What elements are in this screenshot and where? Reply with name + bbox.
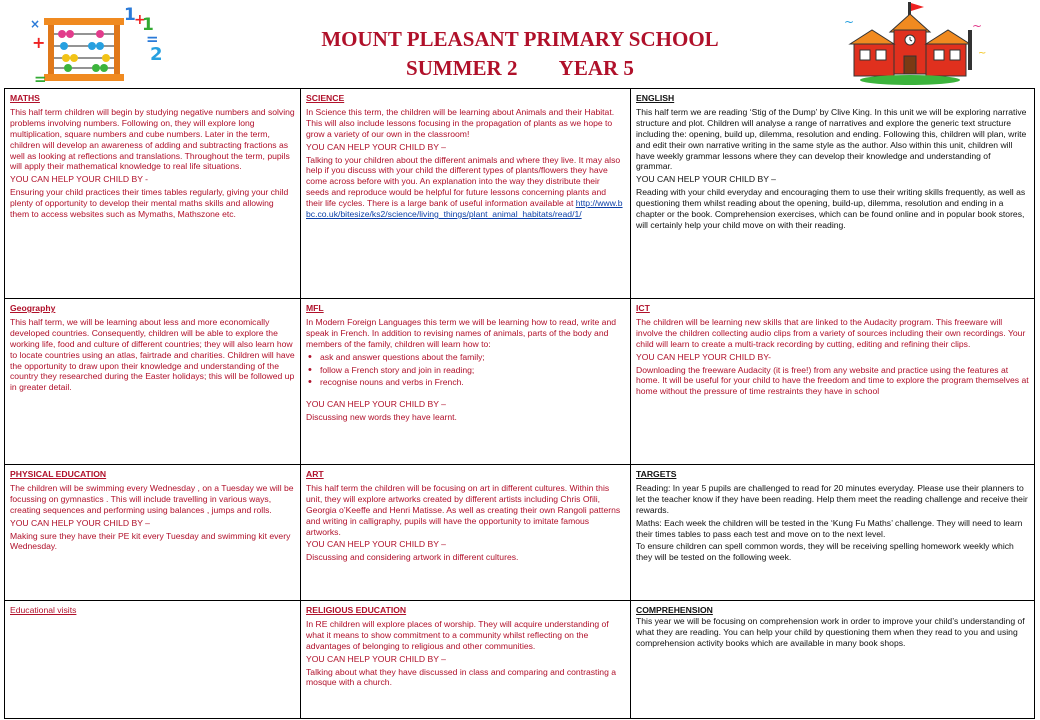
svg-text:~: ~ <box>972 19 983 33</box>
re-help-text: Talking about what they have discussed in class and comparing and contrasting a mosque with a church. <box>306 666 617 688</box>
comprehension-description: This year we will be focusing on comprehension work in order to improve your child’s understanding of what they are reading. You can help your child by questioning them when they read to you and using comprehension activity books which are available in many book shops. <box>636 615 1025 648</box>
geography-heading: Geography <box>10 303 56 313</box>
english-help-label: YOU CAN HELP YOUR CHILD BY – <box>636 174 776 185</box>
science-help-body: Talking to your children about the different animals and where they live. It may also help if you discuss with your child the different types of plants/flowers they have come across before with you. An explanation into the way they distribute their seeds and reproduce would be helpful for future lessons concerning plants and their life cycles. There is a large bank of useful information available at <box>306 154 621 209</box>
ict-heading: ICT <box>636 303 650 313</box>
mfl-help-text: Discussing new words they have learnt. <box>306 412 457 423</box>
mfl-help-label: YOU CAN HELP YOUR CHILD BY – <box>306 399 446 410</box>
maths-cell <box>5 89 301 299</box>
mfl-heading: MFL <box>306 303 324 313</box>
svg-text:~: ~ <box>844 15 855 29</box>
page-header <box>0 0 1040 90</box>
targets-heading: TARGETS <box>636 469 677 479</box>
re-help-label: YOU CAN HELP YOUR CHILD BY – <box>306 653 446 664</box>
art-cell <box>301 465 631 601</box>
list-item: • follow a French story and join in reading; <box>320 365 625 376</box>
maths-heading: MATHS <box>10 93 40 103</box>
english-description: This half term we are reading ‘Stig of the Dump’ by Clive King. In this unit we will be exploring narrative structure and plot. Children will analyse a range of narratives and explore the generic text structure including the: opening, build up, dilemma, resolution and ending. Following this, children will plan, write and edit their own narrative writing in the same style as the author. Also within this unit, children will have weekly grammar lessons where they can develop their knowledge and understanding of grammar. <box>636 106 1027 172</box>
abacus-math-icon <box>28 2 168 88</box>
school-house-icon <box>842 0 992 90</box>
maths-description: This half term children will begin by studying negative numbers and solving problems involving numbers. Following on, they will explore long multiplication, square numbers and cube numbers. Later in the term, children will develop an awareness of adding and subtracting fractions as well as looking at reflections and translations. Throughout the term, pupils will apply their mathematical knowledge to real life situations. <box>10 106 295 172</box>
science-description: In Science this term, the children will be learning about Animals and their Habitat. This will also include lessons focusing in the propagation of plants as we hope to grow a variety of our own in the classroom! <box>306 106 615 139</box>
comprehension-cell <box>631 601 1035 719</box>
svg-text:~: ~ <box>978 48 987 59</box>
english-heading: ENGLISH <box>636 93 675 103</box>
list-item: • recognise nouns and verbs in French. <box>320 377 625 388</box>
svg-text:1: 1 <box>142 15 154 35</box>
list-item: • ask and answer questions about the family; <box>320 352 625 363</box>
mfl-description: In Modern Foreign Languages this term we will be learning how to read, write and speak in French. In addition to revising names of animals, parts of the body and members of the family, children will learn how to: <box>306 316 617 349</box>
re-description: In RE children will explore places of worship. They will acquire understanding of what it means to show commitment to a community whilst reflecting on the advantages of belonging to religious and other communities. <box>306 618 609 651</box>
svg-text:+: + <box>32 33 46 52</box>
pe-heading: PHYSICAL EDUCATION <box>10 469 107 479</box>
pe-cell <box>5 465 301 601</box>
english-help-text: Reading with your child everyday and encouraging them to use their writing skills frequently, as well as questioning them whilst reading about the opening, build-up, dilemma, resolution and ending in a chapter or the book. Comprehension exercises, which can be found online and in popular book stores, will certainly help your child move on with their reading. <box>636 187 1026 230</box>
pe-description: The children will be swimming every Wednesday , on a Tuesday we will be focussing on gymnastics . This will include travelling in various ways, creating sequences and performing using balances , jumps and rolls. <box>10 482 294 515</box>
ict-help-text: Downloading the freeware Audacity (it is free!) from any website and practice using the features at home. It will be useful for your child to have the freedom and time to explore the program themselves at home without the pressure of time restraints they have in school <box>636 364 1029 397</box>
visits-heading: Educational visits <box>10 605 77 615</box>
art-help-label: YOU CAN HELP YOUR CHILD BY – <box>306 539 446 550</box>
maths-help-label: YOU CAN HELP YOUR CHILD BY - <box>10 174 149 185</box>
svg-text:+: + <box>134 12 146 28</box>
grid-row <box>5 465 1035 601</box>
targets-reading: Reading: In year 5 pupils are challenged to read for 20 minutes everyday. Please use their planners to let the teacher know if they have been reading. Help them meet the reading challenge and receive their rewards. <box>636 482 1028 515</box>
svg-text:2: 2 <box>150 44 163 65</box>
mfl-bullet-list <box>306 352 625 389</box>
ict-cell <box>631 299 1035 465</box>
science-resource-link[interactable]: http://www.bbc.co.uk/bitesize/ks2/science/living_things/plant_animal_habitats/read/1/ <box>306 198 623 220</box>
svg-text:×: × <box>30 17 41 31</box>
art-heading: ART <box>306 469 324 479</box>
art-description: This half term the children will be focusing on art in different cultures. Within this unit, they will explore artworks created by different artists including Chris Ofili, Georgia o’Keeffe and Henri Matisse. As well as creating their own Rangoli patterns and writing in calligraphy, pupils will have the opportunity to imitate famous artworks. <box>306 482 621 537</box>
curriculum-grid <box>4 88 1035 719</box>
targets-maths: Maths: Each week the children will be tested in the ‘Kung Fu Maths’ challenge. They will need to learn their times tables to pass each test and move on to the next level. <box>636 517 1023 539</box>
page-title: MOUNT PLEASANT PRIMARY SCHOOL <box>321 27 719 51</box>
science-help-text <box>306 155 625 220</box>
english-cell <box>631 89 1035 299</box>
science-heading: SCIENCE <box>306 93 345 103</box>
re-heading: RELIGIOUS EDUCATION <box>306 605 407 615</box>
mfl-cell <box>301 299 631 465</box>
ict-description: The children will be learning new skills that are linked to the Audacity program. This freeware will involve the children collecting audio clips from a variety of sources including their own recordings. Your child will learn to create a multi-track recording by cutting, editing and refining their clips. <box>636 316 1026 349</box>
visits-cell <box>5 601 301 719</box>
grid-row <box>5 89 1035 299</box>
ict-help-label: YOU CAN HELP YOUR CHILD BY- <box>636 351 771 362</box>
art-help-text: Discussing and considering artwork in different cultures. <box>306 552 519 563</box>
targets-spelling: To ensure children can spell common words, they will be receiving spelling homework weekly which they will be tested on the following week. <box>636 541 1014 563</box>
comprehension-heading: COMPREHENSION <box>636 605 713 615</box>
re-cell <box>301 601 631 719</box>
targets-cell <box>631 465 1035 601</box>
geography-cell <box>5 299 301 465</box>
page-subtitle: SUMMER 2 YEAR 5 <box>406 56 634 80</box>
grid-row <box>5 601 1035 719</box>
svg-text:=: = <box>146 30 159 48</box>
pe-help-text: Making sure they have their PE kit every Tuesday and swimming kit every Wednesday. <box>10 530 291 552</box>
svg-text:=: = <box>34 70 47 88</box>
svg-text:1: 1 <box>124 5 136 25</box>
geography-description: This half term, we will be learning about less and more economically developed countries. Consequently, children will be able to explore the working life, food and culture of different countries; they will also learn how to locate countries using an atlas, fairtrade and charities. Children will have the opportunity to draw upon their knowledge and understanding of the country they researched during the Easter holidays; this will be followed up in greater detail. <box>10 316 295 393</box>
pe-help-label: YOU CAN HELP YOUR CHILD BY – <box>10 517 150 528</box>
maths-help-text: Ensuring your child practices their times tables regularly, giving your child plenty of opportunity to develop their mental maths skills and allowing them to access websites such as Mymaths, Mathszone etc. <box>10 187 289 220</box>
science-help-label: YOU CAN HELP YOUR CHILD BY – <box>306 141 446 152</box>
science-cell <box>301 89 631 299</box>
grid-row <box>5 299 1035 465</box>
